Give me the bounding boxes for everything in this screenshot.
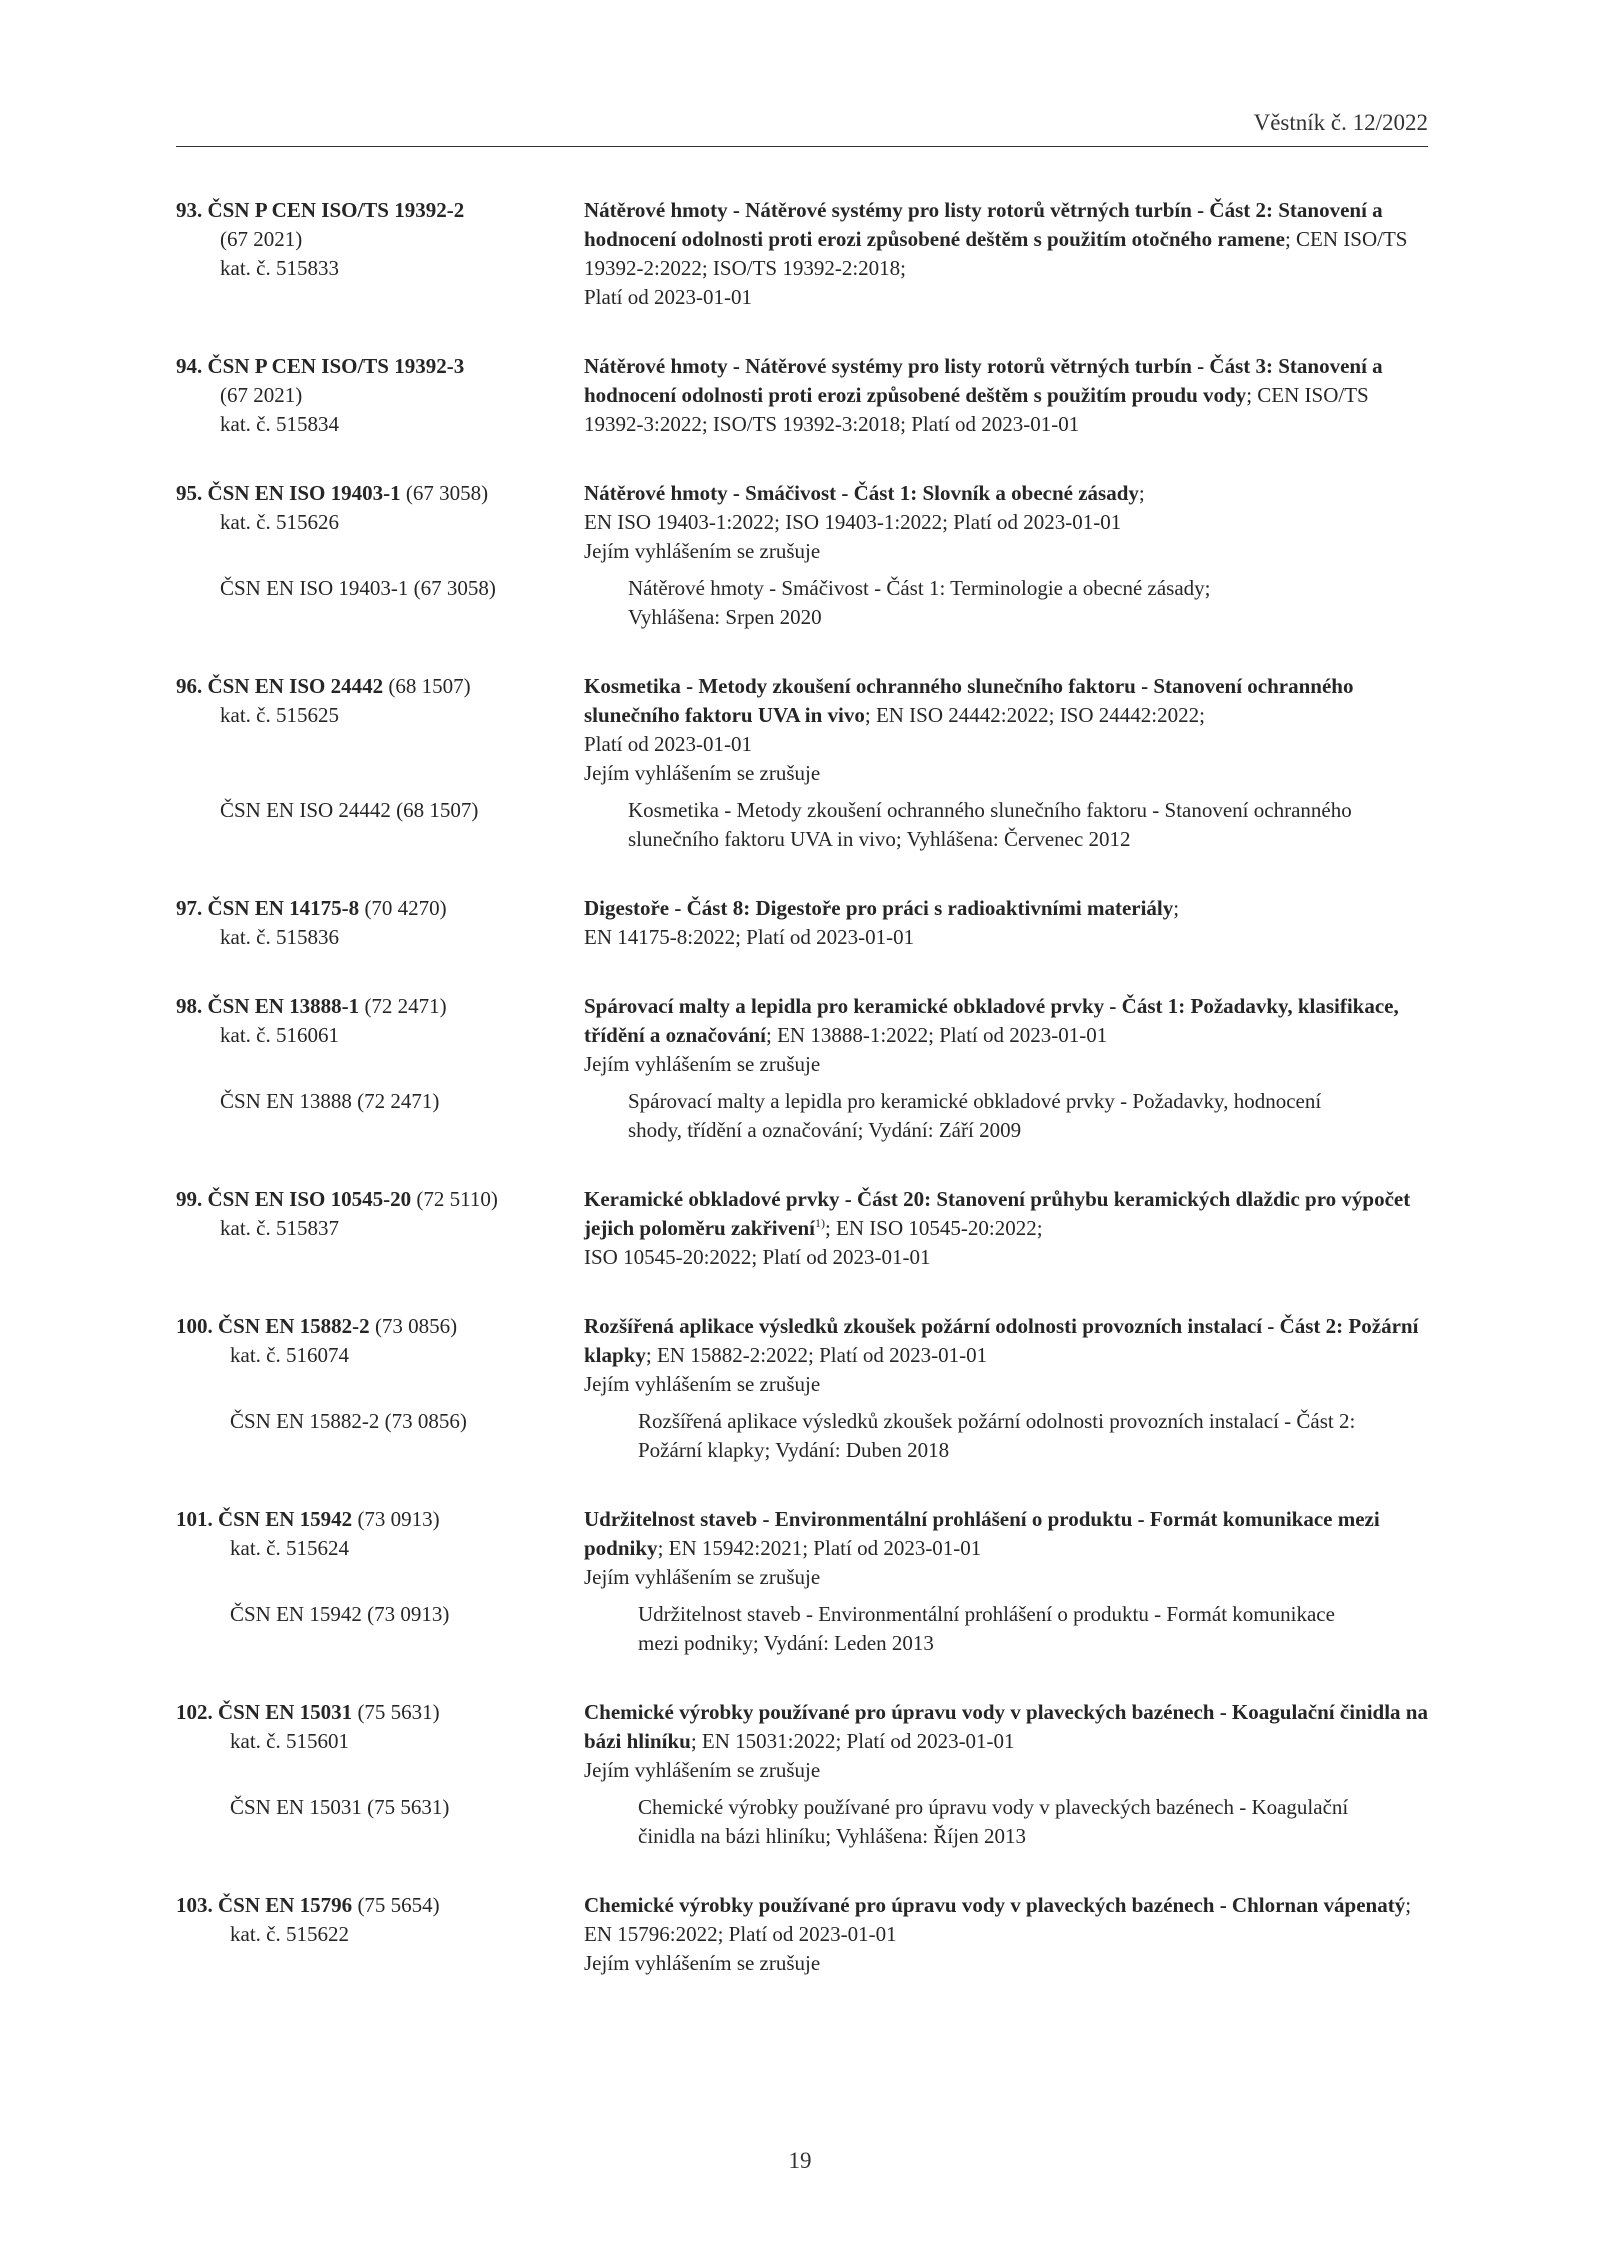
entry-number: 97.	[176, 896, 203, 920]
entry-main-row	[176, 992, 1428, 1079]
entry-right-column	[584, 1185, 1428, 1272]
entry-number: 94.	[176, 354, 203, 378]
entry-heading	[176, 894, 584, 923]
entry-right-column	[584, 479, 1428, 566]
replaced-line: Vyhlášena: Srpen 2020	[628, 605, 822, 629]
entry-left-line: kat. č. 515624	[230, 1536, 349, 1560]
replaced-line: Nátěrové hmoty - Smáčivost - Část 1: Terminologie a obecné zásady;	[628, 576, 1211, 600]
entry-main-row	[176, 352, 1428, 439]
entry-heading	[176, 1891, 584, 1920]
entry-left-column	[176, 992, 584, 1079]
footnote-ref: 1)	[814, 1216, 825, 1230]
entry-main-row	[176, 1185, 1428, 1272]
classification-code: (72 5110)	[411, 1187, 498, 1211]
replaced-line: činidla na bázi hliníku; Vyhlášena: Říjen 2013	[638, 1824, 1027, 1848]
standard-entry	[176, 352, 1428, 439]
entry-right-column	[584, 196, 1428, 312]
standard-entry	[176, 672, 1428, 854]
entry-heading	[176, 352, 584, 381]
standard-title: Digestoře - Část 8: Digestoře pro práci s radioaktivními materiály	[584, 896, 1174, 920]
header-title: Věstník č. 12/2022	[1253, 110, 1428, 135]
entry-right-column	[584, 1891, 1428, 1978]
standard-title: Nátěrové hmoty - Nátěrové systémy pro listy rotorů větrných turbín - Část 2: Stanovení a hodnocení odolnosti proti erozi způsobené deštěm s použitím otočného ramene	[584, 198, 1383, 251]
standard-code: ČSN P CEN ISO/TS 19392-3	[207, 354, 465, 378]
standard-entry	[176, 196, 1428, 312]
standard-details: ; EN ISO 24442:2022; ISO 24442:2022;	[864, 703, 1205, 727]
standard-details: ; CEN ISO/TS 19392-2:2022; ISO/TS 19392-2:2018;	[584, 227, 1408, 280]
entry-detail-line: EN 14175-8:2022; Platí od 2023-01-01	[584, 925, 915, 949]
entry-left-line: kat. č. 515626	[220, 510, 339, 534]
entry-detail-line: Platí od 2023-01-01	[584, 285, 752, 309]
replaced-line: shody, třídění a označování; Vydání: Září 2009	[628, 1118, 1022, 1142]
replaced-standard-code: ČSN EN 13888 (72 2471)	[220, 1089, 440, 1113]
standard-details: ; EN 13888-1:2022; Platí od 2023-01-01	[766, 1023, 1108, 1047]
entry-left-column	[176, 1891, 584, 1978]
entry-detail-line: Jejím vyhlášením se zrušuje	[584, 1758, 821, 1782]
standard-title: Udržitelnost staveb - Environmentální prohlášení o produktu - Formát komunikace mezi podniky	[584, 1507, 1380, 1560]
replaced-standard-row	[176, 1407, 1428, 1465]
standard-code: ČSN EN ISO 19403-1	[207, 481, 401, 505]
replaced-standard-code: ČSN EN ISO 19403-1 (67 3058)	[220, 576, 496, 600]
entry-left-column	[176, 196, 584, 312]
entry-description	[584, 196, 1428, 283]
entry-left-column	[176, 1698, 584, 1785]
standard-details: ;	[1173, 896, 1180, 920]
entry-left-line: kat. č. 515601	[230, 1729, 349, 1753]
entry-description	[584, 1185, 1428, 1243]
replaced-standard-row	[176, 1087, 1428, 1145]
classification-code: (70 4270)	[359, 896, 447, 920]
entry-detail-line: EN ISO 19403-1:2022; ISO 19403-1:2022; Platí od 2023-01-01	[584, 510, 1122, 534]
classification-code: (73 0913)	[352, 1507, 440, 1531]
entry-heading	[176, 1698, 584, 1727]
entry-left-line: kat. č. 516061	[220, 1023, 339, 1047]
entry-main-row	[176, 1698, 1428, 1785]
entry-description	[584, 1891, 1428, 1949]
entry-number: 99.	[176, 1187, 203, 1211]
entry-right-column	[584, 672, 1428, 788]
replaced-standard-row	[176, 796, 1428, 854]
entry-heading	[176, 672, 584, 701]
replaced-line: Spárovací malty a lepidla pro keramické obkladové prvky - Požadavky, hodnocení	[628, 1089, 1322, 1113]
replaced-line: Chemické výrobky používané pro úpravu vody v plaveckých bazénech - Koagulační	[638, 1795, 1349, 1819]
entry-description	[584, 479, 1428, 508]
replaced-line: Udržitelnost staveb - Environmentální prohlášení o produktu - Formát komunikace	[638, 1602, 1335, 1626]
standard-entry	[176, 1505, 1428, 1658]
standard-details: ;	[1138, 481, 1145, 505]
replaced-standard-code: ČSN EN 15942 (73 0913)	[230, 1602, 450, 1626]
standard-entry	[176, 1312, 1428, 1465]
entry-description	[584, 1312, 1428, 1370]
standard-code: ČSN EN 15942	[218, 1507, 353, 1531]
replaced-standard-row	[176, 574, 1428, 632]
entry-number: 100.	[176, 1314, 213, 1338]
entry-number: 95.	[176, 481, 203, 505]
standard-title: Kosmetika - Metody zkoušení ochranného slunečního faktoru - Stanovení ochranného slunečního faktoru UVA in vivo	[584, 674, 1354, 727]
replaced-line: Kosmetika - Metody zkoušení ochranného slunečního faktoru - Stanovení ochranného	[628, 798, 1352, 822]
entry-description	[584, 352, 1428, 439]
standard-details: ; CEN ISO/TS 19392-3:2022; ISO/TS 19392-3:2018; Platí od 2023-01-01	[584, 383, 1369, 436]
standard-title: Keramické obkladové prvky - Část 20: Stanovení průhybu keramických dlaždic pro výpočet jejich poloměru zakřivení	[584, 1187, 1411, 1240]
entry-right-column	[584, 894, 1428, 952]
replaced-line: Požární klapky; Vydání: Duben 2018	[638, 1438, 950, 1462]
entry-left-line: kat. č. 515836	[220, 925, 339, 949]
standard-title: Chemické výrobky používané pro úpravu vody v plaveckých bazénech - Koagulační činidla na bázi hliníku	[584, 1700, 1428, 1753]
standard-code: ČSN P CEN ISO/TS 19392-2	[207, 198, 465, 222]
entry-left-line: kat. č. 515622	[230, 1922, 349, 1946]
standard-code: ČSN EN 15031	[218, 1700, 353, 1724]
entry-main-row	[176, 894, 1428, 952]
standard-entry	[176, 1891, 1428, 1978]
entry-left-column	[176, 352, 584, 439]
replaced-standard-description	[628, 796, 1428, 854]
entry-left-line: (67 2021)	[220, 383, 303, 407]
entry-left-column	[176, 672, 584, 788]
standard-entry	[176, 1698, 1428, 1851]
entry-main-row	[176, 1312, 1428, 1399]
entry-right-column	[584, 1505, 1428, 1592]
entry-description	[584, 894, 1428, 923]
replaced-line: mezi podniky; Vydání: Leden 2013	[638, 1631, 934, 1655]
standard-code: ČSN EN ISO 10545-20	[207, 1187, 412, 1211]
entry-description	[584, 992, 1428, 1050]
entry-left-column	[176, 1185, 584, 1272]
standard-title: Spárovací malty a lepidla pro keramické obkladové prvky - Část 1: Požadavky, klasifikace, třídění a označování	[584, 994, 1399, 1047]
entry-detail-line: Jejím vyhlášením se zrušuje	[584, 1372, 821, 1396]
classification-code: (67 3058)	[400, 481, 489, 505]
standard-code: ČSN EN 13888-1	[207, 994, 360, 1018]
entry-left-column	[176, 1505, 584, 1592]
replaced-standard-code: ČSN EN ISO 24442 (68 1507)	[220, 798, 479, 822]
entry-detail-line: Jejím vyhlášením se zrušuje	[584, 1052, 821, 1076]
replaced-standard-description	[638, 1793, 1428, 1851]
entry-heading	[176, 1505, 584, 1534]
entry-left-column	[176, 894, 584, 952]
entry-left-line: kat. č. 515625	[220, 703, 339, 727]
entry-left-line: kat. č. 516074	[230, 1343, 349, 1367]
entry-left-column	[176, 479, 584, 566]
standard-code: ČSN EN 15882-2	[218, 1314, 370, 1338]
entry-number: 101.	[176, 1507, 213, 1531]
entry-heading	[176, 196, 584, 225]
replaced-standard-description	[628, 574, 1428, 632]
entry-right-column	[584, 1312, 1428, 1399]
entry-heading	[176, 992, 584, 1021]
entry-left-line: kat. č. 515833	[220, 256, 339, 280]
classification-code: (68 1507)	[383, 674, 471, 698]
classification-code: (72 2471)	[359, 994, 447, 1018]
entry-detail-line: Jejím vyhlášením se zrušuje	[584, 1951, 821, 1975]
replaced-standard-description	[638, 1407, 1428, 1465]
entry-description	[584, 1505, 1428, 1563]
standard-details: ; EN 15796:2022; Platí od 2023-01-01	[584, 1893, 1412, 1946]
standard-code: ČSN EN ISO 24442	[207, 674, 384, 698]
replaced-standard-row	[176, 1600, 1428, 1658]
entry-main-row	[176, 196, 1428, 312]
entry-left-line: kat. č. 515834	[220, 412, 339, 436]
entry-left-column	[176, 1312, 584, 1399]
classification-code: (75 5654)	[352, 1893, 440, 1917]
entry-right-column	[584, 352, 1428, 439]
entry-detail-line: ISO 10545-20:2022; Platí od 2023-01-01	[584, 1245, 931, 1269]
entry-detail-line: Jejím vyhlášením se zrušuje	[584, 1565, 821, 1589]
standard-details: ; EN 15882-2:2022; Platí od 2023-01-01	[645, 1343, 988, 1367]
entry-right-column	[584, 992, 1428, 1079]
standard-entry	[176, 1185, 1428, 1272]
standards-list	[176, 196, 1428, 2018]
entry-description	[584, 1698, 1428, 1756]
replaced-standard-code: ČSN EN 15882-2 (73 0856)	[230, 1409, 467, 1433]
replaced-standard-row	[176, 1793, 1428, 1851]
standard-title: Rozšířená aplikace výsledků zkoušek požární odolnosti provozních instalací - Část 2: Požární klapky	[584, 1314, 1419, 1367]
standard-entry	[176, 992, 1428, 1145]
replaced-line: Rozšířená aplikace výsledků zkoušek požární odolnosti provozních instalací - Část 2:	[638, 1409, 1356, 1433]
entry-right-column	[584, 1698, 1428, 1785]
replaced-standard-code: ČSN EN 15031 (75 5631)	[230, 1795, 450, 1819]
standard-details: ; EN 15031:2022; Platí od 2023-01-01	[690, 1729, 1015, 1753]
header-rule	[176, 146, 1428, 147]
standard-title: Nátěrové hmoty - Smáčivost - Část 1: Slovník a obecné zásady	[584, 481, 1139, 505]
entry-left-line: (67 2021)	[220, 227, 303, 251]
replaced-standard-description	[628, 1087, 1428, 1145]
entry-heading	[176, 1185, 584, 1214]
standard-details: ; EN 15942:2021; Platí od 2023-01-01	[657, 1536, 982, 1560]
classification-code: (73 0856)	[369, 1314, 458, 1338]
entry-main-row	[176, 1891, 1428, 1978]
entry-detail-line: Jejím vyhlášením se zrušuje	[584, 761, 821, 785]
entry-detail-line: Jejím vyhlášením se zrušuje	[584, 539, 821, 563]
standard-title: Nátěrové hmoty - Nátěrové systémy pro listy rotorů větrných turbín - Část 3: Stanovení a hodnocení odolnosti proti erozi způsobené deštěm s použitím proudu vody	[584, 354, 1383, 407]
entry-main-row	[176, 672, 1428, 788]
entry-main-row	[176, 479, 1428, 566]
entry-number: 103.	[176, 1893, 213, 1917]
standard-entry	[176, 894, 1428, 952]
entry-number: 93.	[176, 198, 203, 222]
standard-title: Chemické výrobky používané pro úpravu vody v plaveckých bazénech - Chlornan vápenatý	[584, 1893, 1406, 1917]
page-number: 19	[788, 2148, 812, 2173]
entry-left-line: kat. č. 515837	[220, 1216, 339, 1240]
standard-code: ČSN EN 14175-8	[207, 896, 360, 920]
entry-number: 98.	[176, 994, 203, 1018]
entry-number: 102.	[176, 1700, 213, 1724]
classification-code: (75 5631)	[352, 1700, 440, 1724]
standard-code: ČSN EN 15796	[218, 1893, 353, 1917]
standard-details: ; EN ISO 10545-20:2022;	[824, 1216, 1043, 1240]
entry-detail-line: Platí od 2023-01-01	[584, 732, 752, 756]
replaced-standard-description	[638, 1600, 1428, 1658]
replaced-line: slunečního faktoru UVA in vivo; Vyhlášena: Červenec 2012	[628, 827, 1131, 851]
entry-main-row	[176, 1505, 1428, 1592]
standard-entry	[176, 479, 1428, 632]
entry-number: 96.	[176, 674, 203, 698]
entry-heading	[176, 1312, 584, 1341]
entry-description	[584, 672, 1428, 730]
entry-heading	[176, 479, 584, 508]
